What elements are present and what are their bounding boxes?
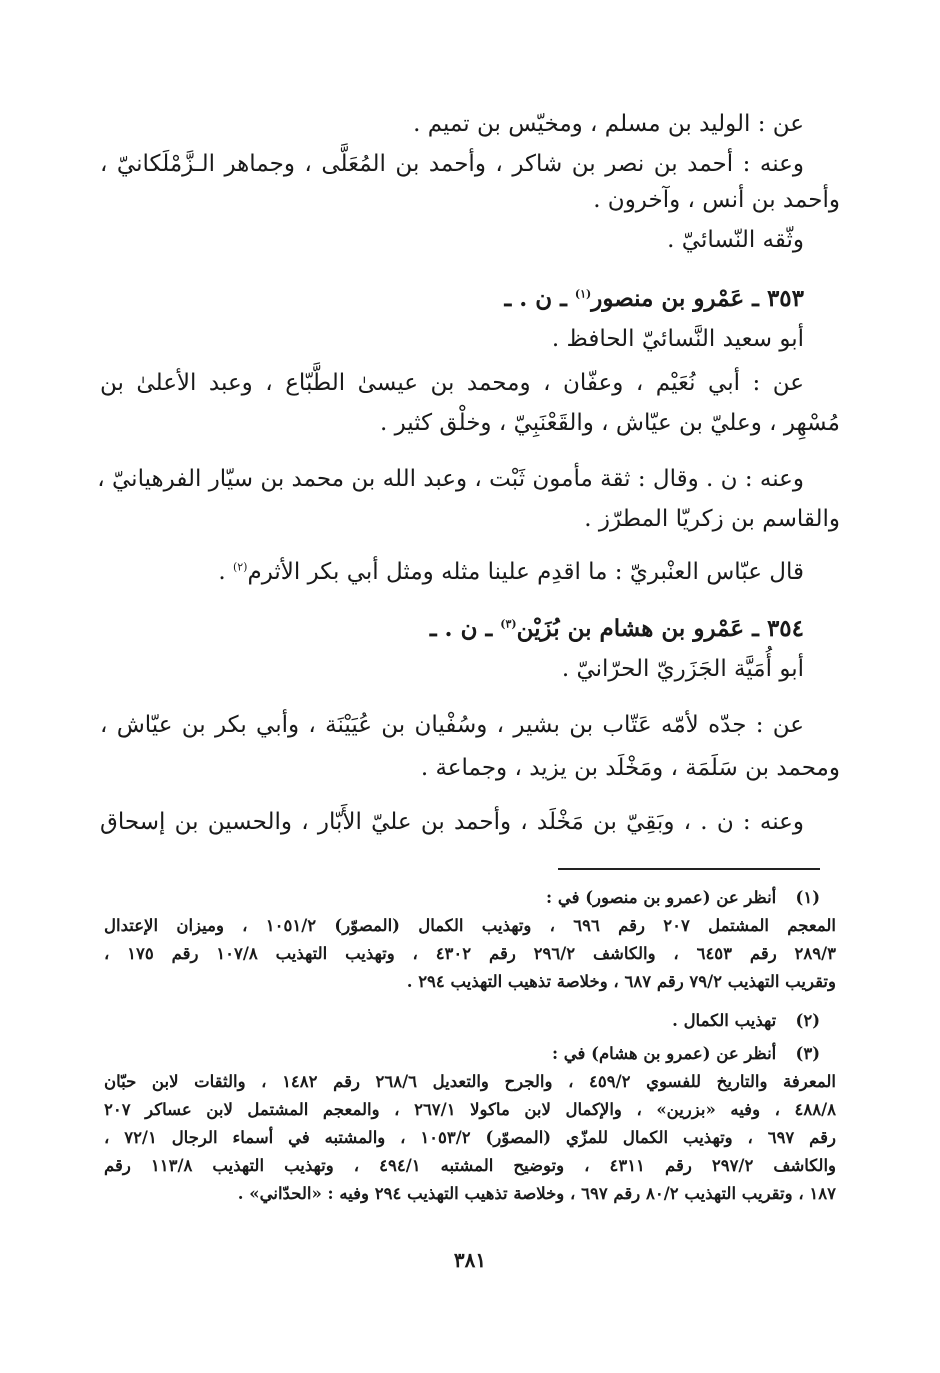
- footnote-line: ٢٨٩/٣ رقم ٦٤٥٣ ، والكاشف ٢٩٦/٢ رقم ٤٣٠٢ ، وتهذيب التهذيب ١٠٧/٨ رقم ١٧٥ ،: [104, 944, 837, 963]
- footnote-line: المعرفة والتاريخ للفسوي ٤٥٩/٢ ، والجرح والتعديل ٢٦٨/٦ رقم ١٤٨٢ ، والثقات لابن حبّان: [104, 1072, 837, 1091]
- body-line: أبو أُمَيَّة الجَزَريّ الحرّانيّ .: [561, 656, 804, 682]
- footnote-ref: (٣): [500, 617, 517, 631]
- footnote-1-lead: (١) أنظر عن (عمرو بن منصور) في :: [545, 888, 820, 907]
- footnote-line: رقم ٦٩٧ ، وتهذيب الكمال للمزّي (المصوّر) ١٠٥٣/٢ ، والمشتبه في أسماء الرجال ٧٢/١ ،: [104, 1128, 836, 1147]
- body-line: مُسْهِر ، وعليّ بن عيّاش ، والقَعْنَبِيّ ، وخلْق كثير .: [379, 410, 840, 436]
- entry-number: ٣٥٣: [766, 285, 804, 312]
- entry-name: عَمْرو بن منصور: [591, 285, 745, 312]
- entry-code: ـ ن . ـ: [429, 615, 493, 642]
- entry-number: ٣٥٤: [766, 615, 804, 642]
- footnote-line: ١٨٧ ، وتقريب التهذيب ٨٠/٢ رقم ٦٩٧ ، وخلاصة تذهيب التهذيب ٢٩٤ وفيه : «الحدّاني» .: [237, 1184, 836, 1203]
- footnote-3-lead: (٣) أنظر عن (عمرو بن هشام) في :: [551, 1044, 820, 1063]
- body-line: وعنه : ن . وقال : ثقة مأمون ثَبْت ، وعبد الله بن محمد بن سيّار الفرهيانيّ ،: [97, 466, 804, 492]
- footnote-line: المعجم المشتمل ٢٠٧ رقم ٦٩٦ ، وتهذيب الكمال (المصوّر) ١٠٥١/٢ ، وميزان الإعتدال: [104, 916, 836, 935]
- body-line: وعنه : أحمد بن نصر بن شاكر ، وأحمد بن المُعَلَّى ، وجماهر الـزَّمْلَكانيّ ،: [100, 151, 804, 177]
- body-line: ومحمد بن سَلَمَة ، ومَخْلَد بن يزيد ، وجماعة .: [420, 755, 840, 781]
- footnote-separator: [558, 868, 820, 870]
- body-line: عن : جدّه لأمّه عَتّاب بن بشير ، وسُفْيان بن عُيَيْنَة ، وأبي بكر بن عيّاش ،: [100, 712, 804, 738]
- footnote-2: (٢) تهذيب الكمال .: [672, 1011, 820, 1030]
- page-number: ٣٨١: [453, 1248, 487, 1272]
- footnote-ref: (١): [574, 287, 592, 301]
- entry-heading-353: ٣٥٣ ـ عَمْرو بن منصور$^{(١)}$ ـ ن . ـ: [504, 285, 804, 312]
- footnote-line: والكاشف ٢٩٧/٢ رقم ٤٣١١ ، وتوضيح المشتبه ٤٩٤/١ ، وتهذيب التهذيب ١١٣/٨ رقم: [104, 1156, 836, 1175]
- body-line: عن : أبي نُعَيْم ، وعفّان ، ومحمد بن عيسىٰ الطَّبّاع ، وعبد الأعلىٰ بن: [100, 370, 804, 396]
- body-line: وثّقه النّسائيّ .: [667, 227, 804, 253]
- footnote-line: وتقريب التهذيب ٧٩/٢ رقم ٦٨٧ ، وخلاصة تذهيب التهذيب ٢٩٤ .: [406, 972, 836, 991]
- entry-name: عَمْرو بن هشام بن بُزَيْن: [516, 615, 745, 642]
- entry-code: ـ ن . ـ: [504, 285, 567, 312]
- body-line: قال عبّاس العنْبريّ : ما اقدِم علينا مثله ومثل أبي بكر الأثرم$^{(٢)}$ .: [218, 559, 804, 585]
- footnote-line: ٤٨٨/٨ ، وفيه «بزرين» ، والإكمال لابن ماكولا ٢٦٧/١ ، والمعجم المشتمل لابن عساكر ٢٠٧: [104, 1100, 836, 1119]
- body-line: والقاسم بن زكريّا المطرّز .: [584, 506, 840, 532]
- footnote-ref: (٢): [232, 560, 248, 574]
- body-line: أبو سعيد النَّسائيّ الحافظ .: [551, 326, 804, 352]
- body-line: عن : الوليد بن مسلم ، ومخيّس بن تميم .: [413, 111, 804, 137]
- body-line: وعنه : ن . ، وبَقِيّ بن مَخْلَد ، وأحمد بن عليّ الأَبّار ، والحسين بن إسحاق: [100, 809, 804, 835]
- body-line: وأحمد بن أنس ، وآخرون .: [593, 187, 840, 213]
- entry-heading-354: ٣٥٤ ـ عَمْرو بن هشام بن بُزَيْن$^{(٣)}$ ـ ن . ـ: [429, 615, 804, 642]
